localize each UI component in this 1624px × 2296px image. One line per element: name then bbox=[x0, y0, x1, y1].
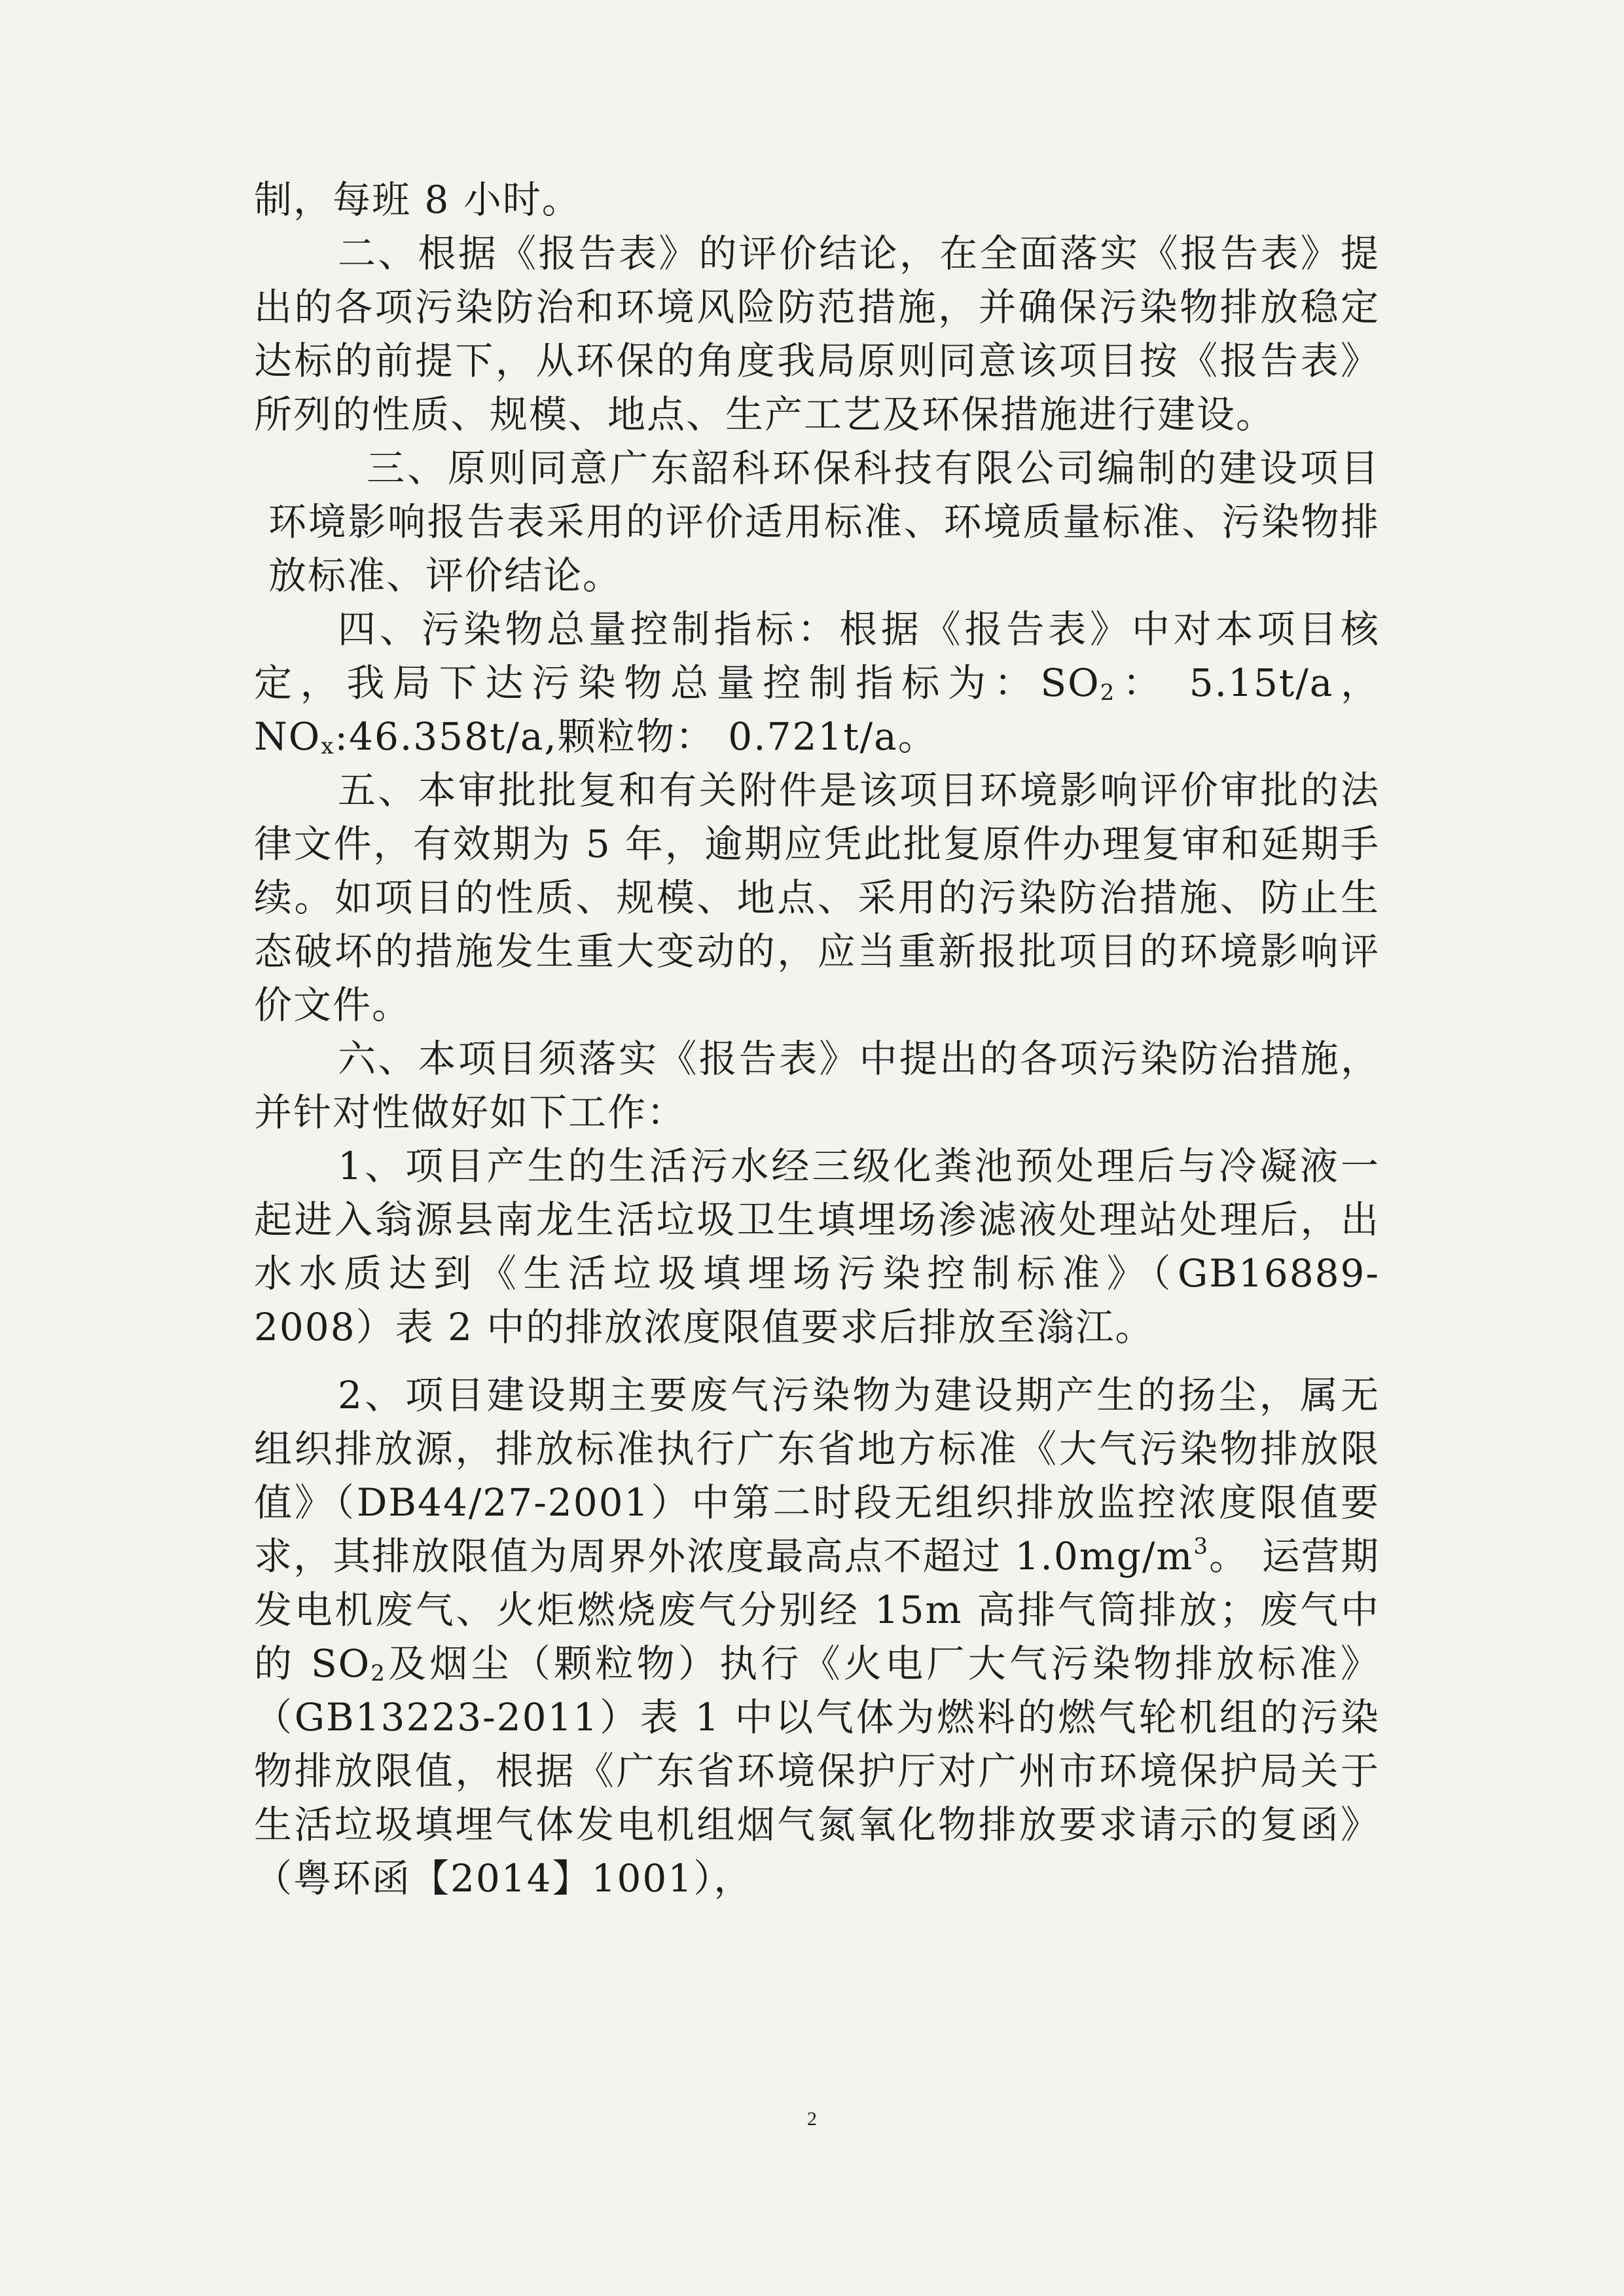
paragraph-4 bbox=[254, 602, 1380, 763]
p4-sub-a: 2 bbox=[1100, 680, 1116, 706]
paragraph-item-1: 1、项目产生的生活污水经三级化粪池预处理后与冷凝液一起进入翁源县南龙生活垃圾卫生填埋场渗滤液处理站处理后，出水水质达到《生活垃圾填埋场污染控制标准》（GB16889-2008）表 2 中的排放浓度限值要求后排放至滃江。 bbox=[254, 1144, 1380, 1349]
body-text bbox=[254, 173, 1380, 1905]
item2-sub-b: 2 bbox=[370, 1660, 386, 1686]
p4-text-a: 四、污染物总量控制指标：根据《报告表》中对本项目核定，我局下达污染物总量控制指标为：SO bbox=[254, 607, 1380, 705]
item2-text-c: 及烟尘（颗粒物）执行《火电厂大气污染物排放标准》（GB13223-2011）表 1 中以气体为燃料的燃气轮机组的污染物排放限值，根据《广东省环境保护厅对广州市环境保护局关于生活垃圾填埋气体发电机组烟气氮氧化物排放要求请示的复函》（粤环函【2014】1001）， bbox=[254, 1641, 1380, 1901]
paragraph-3: 三、原则同意广东韶科环保科技有限公司编制的建设项目环境影响报告表采用的评价适用标准、环境质量标准、污染物排放标准、评价结论。 bbox=[268, 446, 1380, 598]
paragraph-6: 六、本项目须落实《报告表》中提出的各项污染防治措施，并针对性做好如下工作： bbox=[254, 1036, 1380, 1135]
item2-text-b: 。 运营期发电机废气、火炬燃烧废气分别经 15m 高排气筒排放；废气中的 SO bbox=[254, 1534, 1380, 1686]
paragraph-2: 二、根据《报告表》的评价结论，在全面落实《报告表》提出的各项污染防治和环境风险防范措施，并确保污染物排放稳定达标的前提下，从环保的角度我局原则同意该项目按《报告表》所列的性质、规模、地点、生产工艺及环保措施进行建设。 bbox=[254, 231, 1380, 437]
item2-sup-a: 3 bbox=[1193, 1533, 1210, 1559]
paragraph-continuation: 制，每班 8 小时。 bbox=[254, 177, 581, 222]
p4-text-b: ： 5.15t/a，NO bbox=[254, 661, 1380, 759]
p4-sub-b: x bbox=[321, 733, 335, 759]
item2-text-a: 2、项目建设期主要废气污染物为建设期产生的扬尘，属无组织排放源，排放标准执行广东省地方标准《大气污染物排放限值》（DB44/27-2001）中第二时段无组织排放监控浓度限值要求，其排放限值为周界外浓度最高点不超过 1.0mg/m bbox=[254, 1373, 1380, 1578]
paragraph-5: 五、本审批批复和有关附件是该项目环境影响评价审批的法律文件，有效期为 5 年，逾期应凭此批复原件办理复审和延期手续。如项目的性质、规模、地点、采用的污染防治措施、防止生态破坏的措施发生重大变动的，应当重新报批项目的环境影响评价文件。 bbox=[254, 768, 1380, 1027]
p4-text-c: :46.358t/a,颗粒物： 0.721t/a。 bbox=[334, 714, 937, 759]
page-number: 2 bbox=[807, 2108, 817, 2130]
paragraph-item-2 bbox=[254, 1368, 1380, 1905]
